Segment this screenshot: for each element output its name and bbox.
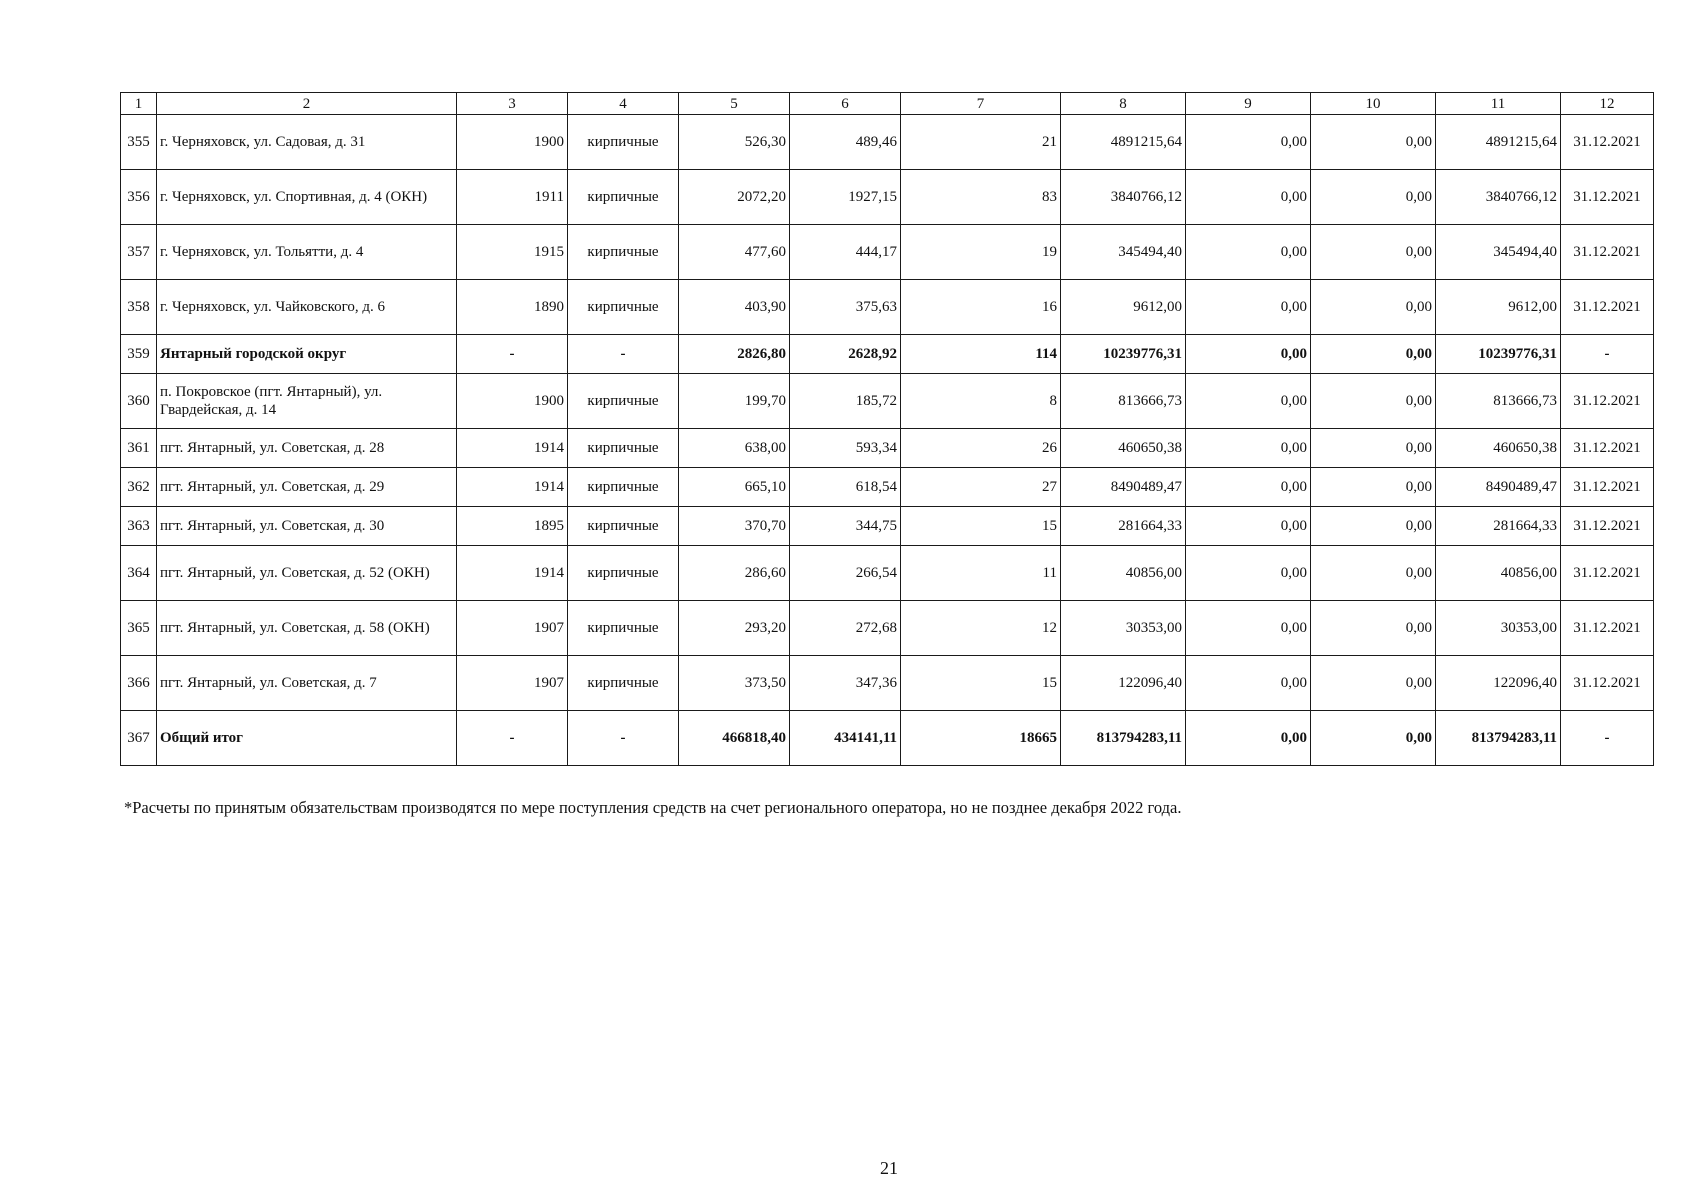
col7-cell: 27 [901,468,1061,507]
column-header: 1 [121,93,157,115]
col9-cell: 0,00 [1186,170,1311,225]
district-name-cell: Янтарный городской округ [157,335,457,374]
column-header: 2 [157,93,457,115]
row-number: 367 [121,711,157,766]
table-row [121,170,1654,225]
year-cell: 1907 [457,601,568,656]
date-cell: 31.12.2021 [1561,115,1654,170]
table-row [121,507,1654,546]
col8-cell: 8490489,47 [1061,468,1186,507]
date-cell: 31.12.2021 [1561,546,1654,601]
col10-cell: 0,00 [1311,374,1436,429]
wall-material-cell: кирпичные [568,429,679,468]
col10-cell: 0,00 [1311,468,1436,507]
address-cell: пгт. Янтарный, ул. Советская, д. 58 (ОКН) [157,601,457,656]
date-cell: 31.12.2021 [1561,601,1654,656]
table-row [121,429,1654,468]
row-number: 361 [121,429,157,468]
wall-material-cell: кирпичные [568,374,679,429]
table-row [121,468,1654,507]
year-cell: 1911 [457,170,568,225]
col11-cell: 813794283,11 [1436,711,1561,766]
year-cell: 1907 [457,656,568,711]
table-row [121,601,1654,656]
col6-cell: 2628,92 [790,335,901,374]
row-number: 356 [121,170,157,225]
col10-cell: 0,00 [1311,546,1436,601]
date-cell: 31.12.2021 [1561,374,1654,429]
column-header: 3 [457,93,568,115]
col5-cell: 477,60 [679,225,790,280]
year-cell: 1890 [457,280,568,335]
col6-cell: 266,54 [790,546,901,601]
col8-cell: 3840766,12 [1061,170,1186,225]
col7-cell: 15 [901,507,1061,546]
col5-cell: 526,30 [679,115,790,170]
table-row [121,280,1654,335]
column-header: 5 [679,93,790,115]
col9-cell: 0,00 [1186,115,1311,170]
table-row [121,115,1654,170]
col6-cell: 489,46 [790,115,901,170]
col5-cell: 2826,80 [679,335,790,374]
col9-cell: 0,00 [1186,546,1311,601]
col7-cell: 21 [901,115,1061,170]
column-header: 4 [568,93,679,115]
col11-cell: 345494,40 [1436,225,1561,280]
col10-cell: 0,00 [1311,280,1436,335]
wall-material-cell: кирпичные [568,507,679,546]
date-cell: 31.12.2021 [1561,507,1654,546]
table-row [121,374,1654,429]
col6-cell: 1927,15 [790,170,901,225]
date-cell: 31.12.2021 [1561,170,1654,225]
address-cell: пгт. Янтарный, ул. Советская, д. 28 [157,429,457,468]
page-number: 21 [880,1158,898,1178]
wall-material-cell: - [568,335,679,374]
wall-material-cell: кирпичные [568,115,679,170]
col6-cell: 593,34 [790,429,901,468]
row-number: 362 [121,468,157,507]
col7-cell: 83 [901,170,1061,225]
registry-table [120,92,1654,766]
col8-cell: 10239776,31 [1061,335,1186,374]
date-cell: 31.12.2021 [1561,429,1654,468]
col10-cell: 0,00 [1311,507,1436,546]
year-cell: 1895 [457,507,568,546]
address-cell: пгт. Янтарный, ул. Советская, д. 30 [157,507,457,546]
col9-cell: 0,00 [1186,711,1311,766]
wall-material-cell: кирпичные [568,280,679,335]
col9-cell: 0,00 [1186,335,1311,374]
col9-cell: 0,00 [1186,468,1311,507]
col11-cell: 30353,00 [1436,601,1561,656]
year-cell: 1914 [457,468,568,507]
col5-cell: 373,50 [679,656,790,711]
col5-cell: 638,00 [679,429,790,468]
grand-total-row [121,711,1654,766]
date-cell: - [1561,711,1654,766]
date-cell: 31.12.2021 [1561,280,1654,335]
row-number: 366 [121,656,157,711]
col7-cell: 114 [901,335,1061,374]
row-number: 355 [121,115,157,170]
col5-cell: 665,10 [679,468,790,507]
col9-cell: 0,00 [1186,280,1311,335]
col11-cell: 10239776,31 [1436,335,1561,374]
column-header: 7 [901,93,1061,115]
row-number: 359 [121,335,157,374]
col9-cell: 0,00 [1186,374,1311,429]
wall-material-cell: кирпичные [568,225,679,280]
address-cell: г. Черняховск, ул. Садовая, д. 31 [157,115,457,170]
col10-cell: 0,00 [1311,335,1436,374]
col7-cell: 8 [901,374,1061,429]
year-cell: 1914 [457,429,568,468]
address-cell: пгт. Янтарный, ул. Советская, д. 29 [157,468,457,507]
col11-cell: 8490489,47 [1436,468,1561,507]
row-number: 365 [121,601,157,656]
address-cell: п. Покровское (пгт. Янтарный), ул. Гвардейская, д. 14 [157,374,457,429]
col9-cell: 0,00 [1186,601,1311,656]
row-number: 357 [121,225,157,280]
year-cell: 1915 [457,225,568,280]
date-cell: 31.12.2021 [1561,225,1654,280]
column-header: 6 [790,93,901,115]
row-number: 358 [121,280,157,335]
col11-cell: 281664,33 [1436,507,1561,546]
col6-cell: 344,75 [790,507,901,546]
wall-material-cell: кирпичные [568,170,679,225]
wall-material-cell: - [568,711,679,766]
grand-total-label: Общий итог [157,711,457,766]
col7-cell: 12 [901,601,1061,656]
col5-cell: 199,70 [679,374,790,429]
col6-cell: 185,72 [790,374,901,429]
subtotal-row [121,335,1654,374]
col5-cell: 286,60 [679,546,790,601]
col7-cell: 15 [901,656,1061,711]
table-row [121,546,1654,601]
col10-cell: 0,00 [1311,429,1436,468]
col11-cell: 813666,73 [1436,374,1561,429]
date-cell: - [1561,335,1654,374]
col10-cell: 0,00 [1311,170,1436,225]
col10-cell: 0,00 [1311,656,1436,711]
col11-cell: 122096,40 [1436,656,1561,711]
col6-cell: 444,17 [790,225,901,280]
address-cell: г. Черняховск, ул. Тольятти, д. 4 [157,225,457,280]
col9-cell: 0,00 [1186,429,1311,468]
col7-cell: 18665 [901,711,1061,766]
wall-material-cell: кирпичные [568,656,679,711]
column-number-header-row [121,93,1654,115]
address-cell: пгт. Янтарный, ул. Советская, д. 52 (ОКН) [157,546,457,601]
col5-cell: 370,70 [679,507,790,546]
row-number: 363 [121,507,157,546]
col11-cell: 3840766,12 [1436,170,1561,225]
col11-cell: 9612,00 [1436,280,1561,335]
col5-cell: 2072,20 [679,170,790,225]
col8-cell: 122096,40 [1061,656,1186,711]
year-cell: 1914 [457,546,568,601]
col11-cell: 4891215,64 [1436,115,1561,170]
table-body [121,115,1654,766]
col10-cell: 0,00 [1311,225,1436,280]
col8-cell: 30353,00 [1061,601,1186,656]
footnote: *Расчеты по принятым обязательствам производятся по мере поступления средств на счет регионального оператора, но не позднее декабря 2022 года. [124,798,1182,817]
col9-cell: 0,00 [1186,225,1311,280]
year-cell: 1900 [457,115,568,170]
col5-cell: 293,20 [679,601,790,656]
wall-material-cell: кирпичные [568,468,679,507]
col8-cell: 460650,38 [1061,429,1186,468]
col9-cell: 0,00 [1186,507,1311,546]
col8-cell: 4891215,64 [1061,115,1186,170]
col5-cell: 403,90 [679,280,790,335]
address-cell: г. Черняховск, ул. Спортивная, д. 4 (ОКН) [157,170,457,225]
col11-cell: 460650,38 [1436,429,1561,468]
col7-cell: 11 [901,546,1061,601]
column-header: 10 [1311,93,1436,115]
row-number: 360 [121,374,157,429]
wall-material-cell: кирпичные [568,546,679,601]
col7-cell: 26 [901,429,1061,468]
column-header: 8 [1061,93,1186,115]
column-header: 11 [1436,93,1561,115]
table-row [121,225,1654,280]
col8-cell: 345494,40 [1061,225,1186,280]
column-header: 12 [1561,93,1654,115]
col10-cell: 0,00 [1311,601,1436,656]
year-cell: 1900 [457,374,568,429]
col8-cell: 813666,73 [1061,374,1186,429]
col10-cell: 0,00 [1311,115,1436,170]
col8-cell: 281664,33 [1061,507,1186,546]
col5-cell: 466818,40 [679,711,790,766]
year-cell: - [457,335,568,374]
column-header: 9 [1186,93,1311,115]
address-cell: г. Черняховск, ул. Чайковского, д. 6 [157,280,457,335]
col6-cell: 434141,11 [790,711,901,766]
col6-cell: 272,68 [790,601,901,656]
col8-cell: 813794283,11 [1061,711,1186,766]
col6-cell: 375,63 [790,280,901,335]
col6-cell: 347,36 [790,656,901,711]
col7-cell: 19 [901,225,1061,280]
table-row [121,656,1654,711]
col6-cell: 618,54 [790,468,901,507]
col11-cell: 40856,00 [1436,546,1561,601]
col8-cell: 40856,00 [1061,546,1186,601]
address-cell: пгт. Янтарный, ул. Советская, д. 7 [157,656,457,711]
col7-cell: 16 [901,280,1061,335]
date-cell: 31.12.2021 [1561,656,1654,711]
col8-cell: 9612,00 [1061,280,1186,335]
col10-cell: 0,00 [1311,711,1436,766]
col9-cell: 0,00 [1186,656,1311,711]
year-cell: - [457,711,568,766]
wall-material-cell: кирпичные [568,601,679,656]
row-number: 364 [121,546,157,601]
date-cell: 31.12.2021 [1561,468,1654,507]
